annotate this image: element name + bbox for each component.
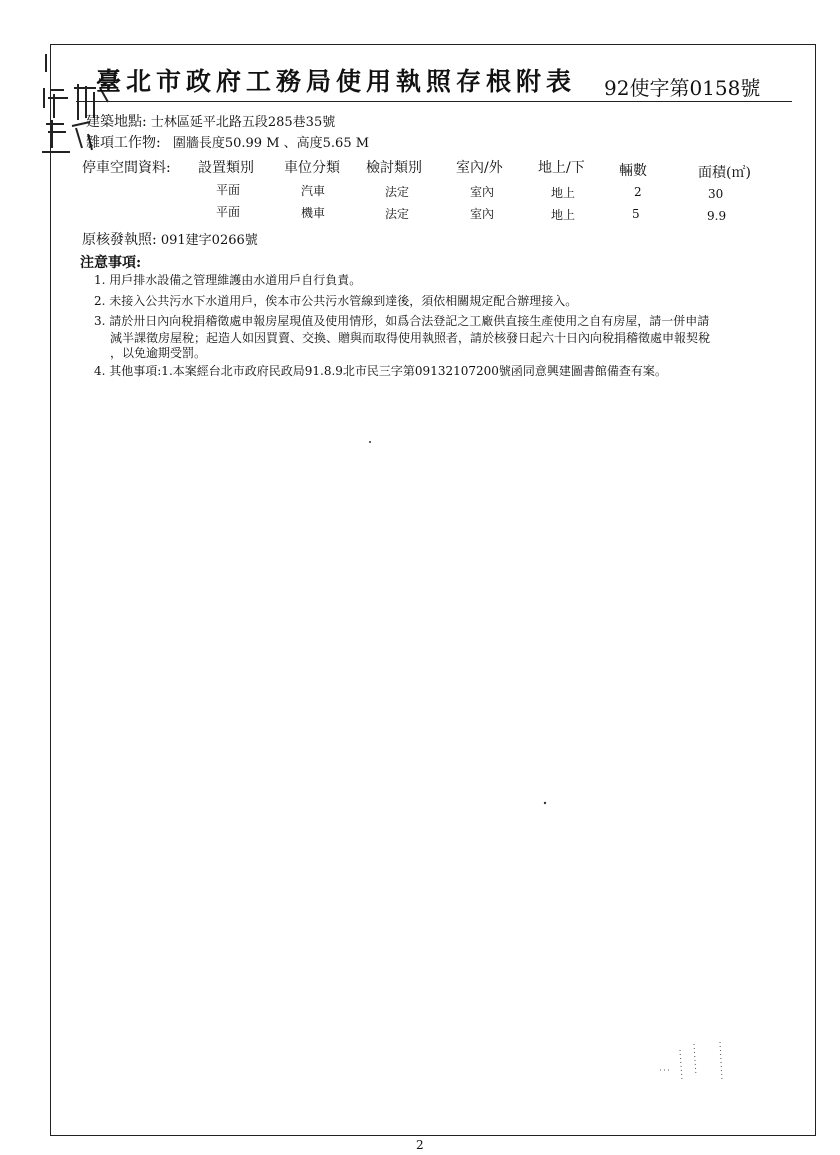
- table-cell: 地上: [551, 186, 576, 200]
- table-cell: 機車: [301, 206, 326, 220]
- parking-header-area: 面積(㎡): [698, 165, 751, 181]
- title-underline: [76, 101, 792, 102]
- page-number: 2: [416, 1138, 424, 1152]
- notes-heading: 注意事項:: [80, 255, 142, 271]
- note-item: 1. 用戶排水設備之管理維護由水道用戶自行負責。: [94, 273, 362, 287]
- scan-specks: [360, 430, 760, 1100]
- misc-structure-row: [86, 132, 369, 152]
- table-cell: 法定: [385, 185, 410, 199]
- parking-header-space-class: 車位分類: [284, 160, 340, 176]
- table-cell: 法定: [385, 207, 410, 221]
- permit-number: 92使字第0158號: [604, 76, 761, 100]
- note-item-continuation: 減半課徵房屋稅；起造人如因買賣、交換、贈與而取得使用執照者，請於核發日起六十日內向稅捐稽徵處申報契稅: [110, 331, 711, 345]
- site-location-value: 士林區延平北路五段285巷35號: [150, 115, 336, 130]
- table-cell: 平面: [216, 183, 241, 197]
- table-cell: 2: [634, 185, 642, 199]
- note-item: 4. 其他事項:1.本案經台北市政府民政局91.8.9北市民三字第09132107200號函同意興建圖書館備查有案。: [94, 364, 667, 378]
- misc-structure-label: 雜項工作物:: [86, 135, 161, 151]
- parking-header-count: 輛數: [619, 163, 647, 179]
- parking-label: 停車空間資料:: [82, 160, 171, 176]
- note-item: 3. 請於卅日內向稅捐稽徵處申報房屋現值及使用情形，如爲合法登記之工廠供直接生產使用之自有房屋，請一併申請: [94, 314, 710, 328]
- table-cell: 地上: [551, 208, 576, 222]
- table-cell: 30: [708, 187, 724, 201]
- note-item-continuation: ，以免逾期受罰。: [110, 346, 207, 360]
- table-cell: 室內: [470, 185, 495, 199]
- table-cell: 平面: [216, 205, 241, 219]
- misc-structure-value: 圍牆長度50.99 M 、高度5.65 M: [172, 136, 370, 151]
- table-cell: 室內: [470, 207, 495, 221]
- table-cell: 汽車: [301, 184, 326, 198]
- original-permit-value: 091建字0266號: [160, 233, 258, 248]
- site-location-row: [86, 111, 335, 131]
- site-location-label: 建築地點:: [86, 114, 147, 130]
- table-cell: 5: [632, 207, 640, 221]
- original-permit-label: 原核發執照:: [82, 232, 157, 248]
- parking-header-indoor-outdoor: 室內/外: [456, 160, 503, 176]
- parking-header-above-below: 地上/下: [538, 160, 585, 176]
- document-title: 臺北市政府工務局使用執照存根附表: [96, 67, 577, 96]
- parking-header-setup-type: 設置類別: [198, 160, 254, 176]
- original-permit-row: [82, 229, 258, 249]
- table-cell: 9.9: [707, 209, 727, 223]
- note-item: 2. 未接入公共污水下水道用戶，俟本市公共污水管線到達後，須依相關規定配合辦理接入。: [94, 294, 578, 308]
- parking-header-review-class: 檢討類別: [366, 160, 422, 176]
